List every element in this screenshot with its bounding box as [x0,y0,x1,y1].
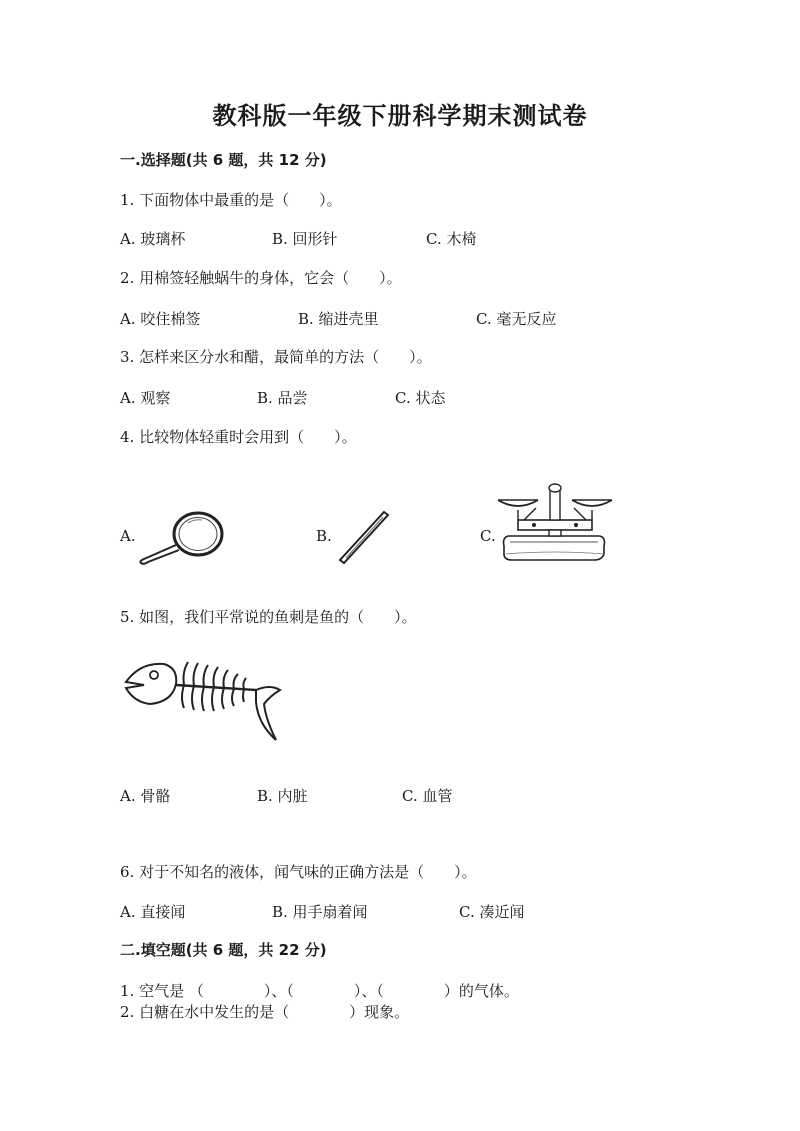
question-3: 3. 怎样来区分水和醋，最简单的方法（ ）。 [120,348,432,366]
q2-option-a: A. 咬住棉签 [120,310,201,328]
q5-option-b: B. 内脏 [257,787,308,805]
q6-option-b: B. 用手扇着闻 [272,903,368,921]
section-heading-fill: 二.填空题(共 6 题，共 22 分) [120,941,327,959]
q4-option-c: C. [480,527,496,545]
q1-option-c: C. 木椅 [426,230,477,248]
fill-question-2: 2. 白糖在水中发生的是（ ）现象。 [120,1003,410,1021]
question-6: 6. 对于不知名的液体，闻气味的正确方法是（ ）。 [120,863,477,881]
fish-skeleton-icon [120,654,288,746]
question-2: 2. 用棉签轻触蜗牛的身体，它会（ ）。 [120,269,402,287]
q1-option-a: A. 玻璃杯 [120,230,186,248]
q2-option-b: B. 缩进壳里 [298,310,379,328]
fill-question-1: 1. 空气是 （ ）、（ ）、（ ）的气体。 [120,982,519,1000]
question-4: 4. 比较物体轻重时会用到（ ）。 [120,428,357,446]
q6-option-c: C. 凑近闻 [459,903,525,921]
q1-option-b: B. 回形针 [272,230,338,248]
q4-option-a: A. [120,527,136,545]
question-1: 1. 下面物体中最重的是（ ）。 [120,191,342,209]
glass-rod-icon [334,508,394,568]
balance-scale-icon [494,480,614,566]
q3-option-c: C. 状态 [395,389,446,407]
page-title: 教科版一年级下册科学期末测试卷 [212,101,588,130]
q4-option-b: B. [316,527,332,545]
section-heading-choice: 一.选择题(共 6 题，共 12 分) [120,151,327,169]
q5-option-a: A. 骨骼 [120,787,171,805]
q2-option-c: C. 毫无反应 [476,310,557,328]
question-5: 5. 如图，我们平常说的鱼刺是鱼的（ ）。 [120,608,417,626]
magnifying-glass-icon [136,510,232,566]
q3-option-b: B. 品尝 [257,389,308,407]
q5-option-c: C. 血管 [402,787,453,805]
q6-option-a: A. 直接闻 [120,903,186,921]
q3-option-a: A. 观察 [120,389,171,407]
